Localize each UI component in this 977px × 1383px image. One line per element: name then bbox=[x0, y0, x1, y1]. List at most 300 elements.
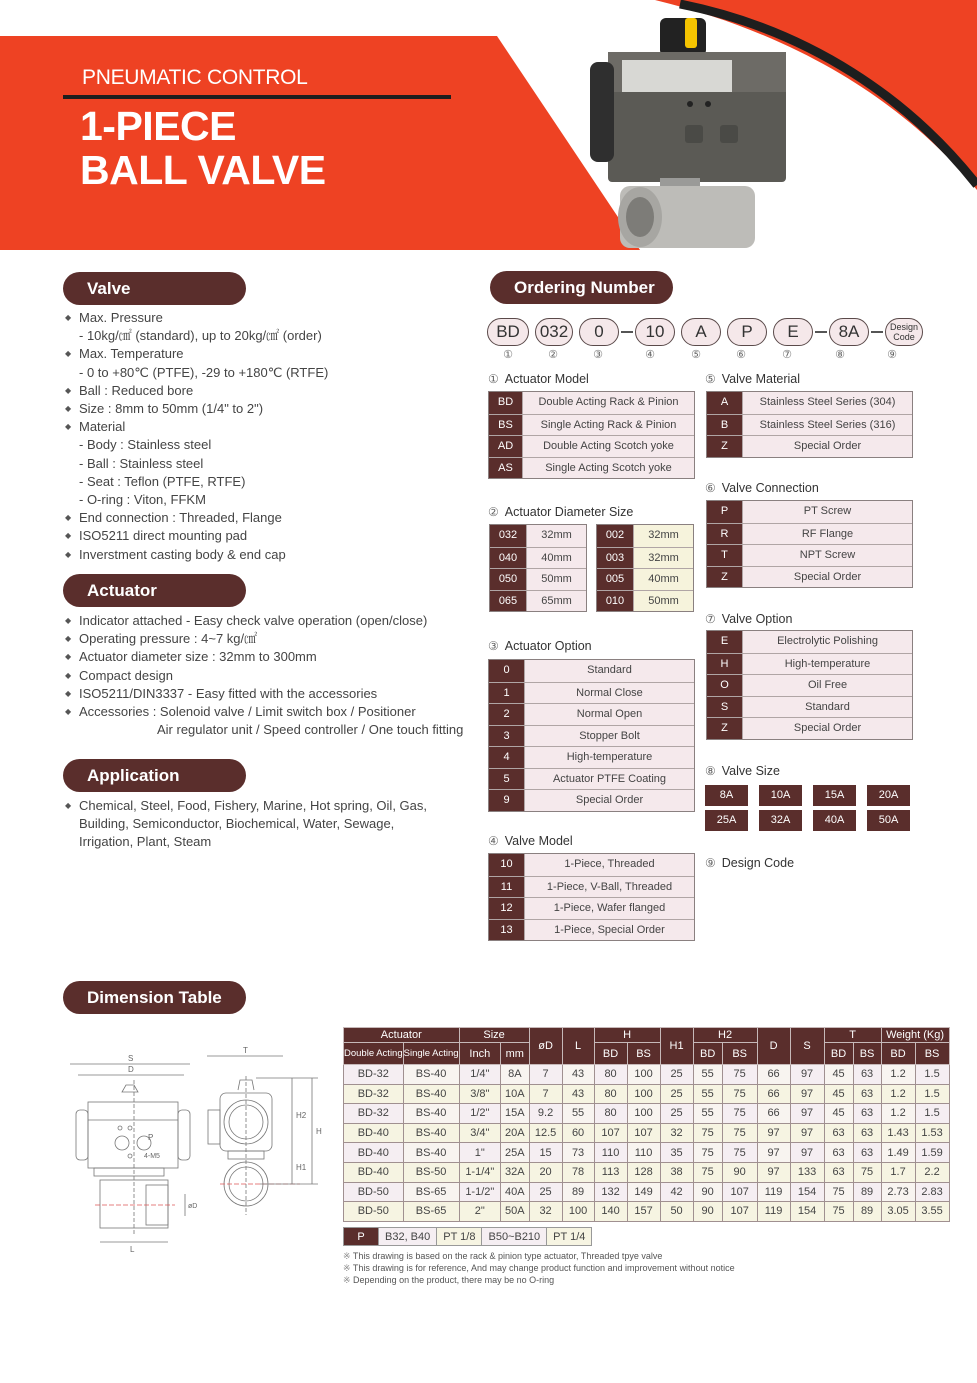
th-od: øD bbox=[529, 1028, 562, 1065]
table-cell: 3.55 bbox=[915, 1202, 949, 1222]
th-actuator: Actuator bbox=[344, 1028, 460, 1043]
code-value: Normal Open bbox=[525, 704, 694, 725]
section-valve-heading: Valve bbox=[63, 272, 246, 305]
table-cell: 63 bbox=[853, 1104, 881, 1124]
table-cell: 3/4" bbox=[459, 1123, 501, 1143]
bullet-item: ◆ Ball : Reduced bore bbox=[63, 382, 328, 400]
table-cell: 80 bbox=[594, 1104, 627, 1124]
order-code-valve-material: A bbox=[681, 318, 721, 346]
section-application-heading: Application bbox=[63, 759, 246, 792]
table-cell: 12.5 bbox=[529, 1123, 562, 1143]
table-cell: 75 bbox=[824, 1182, 853, 1202]
code-value: Double Acting Rack & Pinion bbox=[523, 392, 694, 414]
table-cell: 97 bbox=[790, 1065, 824, 1085]
valve-material-table bbox=[706, 391, 913, 458]
table-cell: 97 bbox=[790, 1104, 824, 1124]
table-cell: 20 bbox=[529, 1162, 562, 1182]
table-cell: BS-40 bbox=[403, 1123, 459, 1143]
table-cell: BS-65 bbox=[403, 1202, 459, 1222]
bullet-item: ◆ ISO5211 direct mounting pad bbox=[63, 527, 328, 545]
table-cell: 97 bbox=[790, 1143, 824, 1163]
table-cell: 1.59 bbox=[915, 1143, 949, 1163]
th-t: T bbox=[824, 1028, 881, 1043]
valve-spec-list bbox=[63, 309, 328, 564]
port-size-large: PT 1/4 bbox=[547, 1228, 592, 1246]
valve-model-table bbox=[488, 853, 695, 941]
order-dash bbox=[871, 331, 883, 333]
table-cell: 63 bbox=[824, 1162, 853, 1182]
table-cell: 1.2 bbox=[881, 1104, 915, 1124]
table-cell: 1.5 bbox=[915, 1104, 949, 1124]
table-cell: 97 bbox=[790, 1123, 824, 1143]
th-double-acting: Double Acting bbox=[344, 1043, 404, 1065]
code-row bbox=[707, 717, 912, 739]
table-cell: 73 bbox=[562, 1143, 594, 1163]
valve-size-chip: 32A bbox=[759, 810, 802, 831]
table-cell: 100 bbox=[562, 1202, 594, 1222]
code-row bbox=[707, 435, 912, 457]
code-value: 1-Piece, Threaded bbox=[525, 854, 694, 876]
label-h2: H2 bbox=[296, 1111, 307, 1120]
order-index-3: ③ bbox=[593, 349, 603, 361]
valve-size-heading: ⑧ Valve Size bbox=[705, 764, 780, 778]
code-row bbox=[489, 660, 694, 682]
label-p: P bbox=[148, 1133, 154, 1142]
section-ordering-heading: Ordering Number bbox=[490, 271, 673, 304]
table-cell: 1" bbox=[459, 1143, 501, 1163]
table-cell: 15A bbox=[501, 1104, 530, 1124]
code-key: 11 bbox=[489, 877, 525, 898]
table-row bbox=[344, 1162, 950, 1182]
code-key: AD bbox=[489, 436, 523, 457]
code-key: O bbox=[707, 675, 743, 696]
valve-size-chip: 50A bbox=[867, 810, 910, 831]
label-m5: 4-M5 bbox=[144, 1153, 160, 1160]
code-row bbox=[489, 746, 694, 768]
table-cell: 1.5 bbox=[915, 1084, 949, 1104]
code-value: High-temperature bbox=[743, 654, 912, 675]
th-t-bs: BS bbox=[853, 1043, 881, 1065]
code-row bbox=[597, 547, 693, 569]
table-cell: 78 bbox=[562, 1162, 594, 1182]
actuator-model-heading: ① Actuator Model bbox=[488, 372, 589, 386]
code-row bbox=[707, 566, 912, 588]
code-key: 0 bbox=[489, 660, 525, 682]
table-cell: BS-50 bbox=[403, 1162, 459, 1182]
table-cell: 89 bbox=[853, 1202, 881, 1222]
table-cell: 90 bbox=[693, 1202, 722, 1222]
table-cell: 25 bbox=[660, 1084, 693, 1104]
code-key: A bbox=[707, 392, 743, 414]
table-cell: BD-40 bbox=[344, 1123, 404, 1143]
note-item: ※ Depending on the product, there may be no O-ring bbox=[343, 1274, 735, 1286]
table-cell: 1-1/2" bbox=[459, 1182, 501, 1202]
valve-size-chip: 8A bbox=[705, 785, 748, 806]
table-cell: 107 bbox=[627, 1123, 660, 1143]
th-weight: Weight (Kg) bbox=[881, 1028, 949, 1043]
th-s: S bbox=[790, 1028, 824, 1065]
table-cell: 8A bbox=[501, 1065, 530, 1085]
table-row bbox=[344, 1084, 950, 1104]
order-code-actuator-diameter: 032 bbox=[535, 318, 573, 346]
table-cell: 97 bbox=[757, 1123, 790, 1143]
table-cell: 1.5 bbox=[915, 1065, 949, 1085]
code-row bbox=[597, 568, 693, 590]
code-row bbox=[489, 435, 694, 457]
table-cell: 75 bbox=[722, 1104, 757, 1124]
code-value: 50mm bbox=[634, 591, 693, 612]
code-value: Standard bbox=[743, 697, 912, 718]
table-cell: 1-1/4" bbox=[459, 1162, 501, 1182]
code-value: Stainless Steel Series (316) bbox=[743, 415, 912, 436]
code-key: Z bbox=[707, 567, 743, 588]
code-value: 65mm bbox=[527, 591, 586, 612]
code-row bbox=[489, 876, 694, 898]
order-index-4: ④ bbox=[645, 349, 655, 361]
code-key: 5 bbox=[489, 769, 525, 790]
code-value: Oil Free bbox=[743, 675, 912, 696]
bullet-item: ◆ Material bbox=[63, 418, 328, 436]
th-size: Size bbox=[459, 1028, 529, 1043]
code-row bbox=[489, 682, 694, 704]
code-key: 9 bbox=[489, 790, 525, 811]
table-cell: 60 bbox=[562, 1123, 594, 1143]
table-cell: 40A bbox=[501, 1182, 530, 1202]
bullet-sub-item: Air regulator unit / Speed controller / One touch fitting bbox=[157, 722, 464, 738]
code-value: 50mm bbox=[527, 569, 586, 590]
note-item: ※ This drawing is based on the rack & pinion type actuator, Threaded tpye valve bbox=[343, 1250, 735, 1262]
label-l: L bbox=[130, 1245, 135, 1254]
bullet-sub-item: - 10kg/㎠ (standard), up to 20kg/㎠ (order) bbox=[79, 328, 322, 344]
table-cell: 100 bbox=[627, 1084, 660, 1104]
table-cell: 45 bbox=[824, 1104, 853, 1124]
code-row bbox=[489, 414, 694, 436]
table-cell: 32 bbox=[529, 1202, 562, 1222]
note-item: ※ This drawing is for reference, And may change product function and improvement without notice bbox=[343, 1262, 735, 1274]
hero-title-line2: BALL VALVE bbox=[80, 147, 326, 193]
code-row bbox=[707, 523, 912, 545]
hero-subtitle: PNEUMATIC CONTROL bbox=[82, 66, 308, 89]
table-cell: BS-65 bbox=[403, 1182, 459, 1202]
code-row bbox=[490, 525, 586, 547]
bullet-item: ◆ Accessories : Solenoid valve / Limit switch box / Positioner bbox=[63, 703, 463, 721]
table-cell: 32 bbox=[660, 1123, 693, 1143]
bullet-item: ◆ Indicator attached - Easy check valve operation (open/close) bbox=[63, 612, 463, 630]
table-cell: 100 bbox=[627, 1104, 660, 1124]
bullet-item: ◆ Operating pressure : 4~7 kg/㎠ bbox=[63, 630, 463, 648]
table-cell: 110 bbox=[627, 1143, 660, 1163]
bullet-sub-item: - Body : Stainless steel bbox=[79, 437, 212, 453]
code-value: Double Acting Scotch yoke bbox=[523, 436, 694, 457]
code-key: BS bbox=[489, 415, 523, 436]
code-row bbox=[597, 590, 693, 612]
bullet-item: ◆ End connection : Threaded, Flange bbox=[63, 509, 328, 527]
table-cell: BD-50 bbox=[344, 1202, 404, 1222]
code-row bbox=[707, 501, 912, 523]
section-dimension-heading: Dimension Table bbox=[63, 981, 246, 1014]
port-size-table bbox=[343, 1227, 592, 1246]
table-cell: 133 bbox=[790, 1162, 824, 1182]
valve-size-chip: 10A bbox=[759, 785, 802, 806]
table-cell: 1.2 bbox=[881, 1065, 915, 1085]
table-cell: 75 bbox=[722, 1065, 757, 1085]
valve-size-chip: 40A bbox=[813, 810, 856, 831]
code-value: Electrolytic Polishing bbox=[743, 631, 912, 653]
code-value: 1-Piece, Wafer flanged bbox=[525, 898, 694, 919]
bullet-sub-item: Irrigation, Plant, Steam bbox=[79, 834, 212, 850]
table-cell: 157 bbox=[627, 1202, 660, 1222]
actuator-option-table bbox=[488, 659, 695, 812]
table-cell: 1.53 bbox=[915, 1123, 949, 1143]
actuator-diameter-heading: ② Actuator Diameter Size bbox=[488, 505, 634, 519]
table-cell: BS-40 bbox=[403, 1143, 459, 1163]
label-h1: H1 bbox=[296, 1163, 307, 1172]
table-cell: 63 bbox=[853, 1143, 881, 1163]
th-h-bd: BD bbox=[594, 1043, 627, 1065]
table-cell: 63 bbox=[824, 1123, 853, 1143]
code-key: R bbox=[707, 524, 743, 545]
code-key: S bbox=[707, 697, 743, 718]
table-cell: 9.2 bbox=[529, 1104, 562, 1124]
code-key: Z bbox=[707, 436, 743, 457]
table-cell: 45 bbox=[824, 1065, 853, 1085]
code-value: 32mm bbox=[634, 525, 693, 547]
bullet-item: ◆ ISO5211/DIN3337 - Easy fitted with the accessories bbox=[63, 685, 463, 703]
th-l: L bbox=[562, 1028, 594, 1065]
table-cell: 97 bbox=[757, 1162, 790, 1182]
order-index-6: ⑥ bbox=[736, 349, 746, 361]
table-cell: 128 bbox=[627, 1162, 660, 1182]
table-cell: 1.7 bbox=[881, 1162, 915, 1182]
table-cell: 25A bbox=[501, 1143, 530, 1163]
code-row bbox=[489, 703, 694, 725]
table-cell: 63 bbox=[853, 1084, 881, 1104]
order-index-7: ⑦ bbox=[782, 349, 792, 361]
code-key: 040 bbox=[490, 548, 527, 569]
bullet-sub-item: Building, Semiconductor, Biochemical, Water, Sewage, bbox=[79, 816, 395, 832]
code-key: 3 bbox=[489, 726, 525, 747]
code-value: Single Acting Rack & Pinion bbox=[523, 415, 694, 436]
table-cell: 45 bbox=[824, 1084, 853, 1104]
code-value: Normal Close bbox=[525, 683, 694, 704]
table-cell: 75 bbox=[722, 1084, 757, 1104]
code-row bbox=[489, 789, 694, 811]
code-row bbox=[707, 696, 912, 718]
table-cell: BD-32 bbox=[344, 1104, 404, 1124]
table-cell: 20A bbox=[501, 1123, 530, 1143]
code-row bbox=[597, 525, 693, 547]
hero-title-line1: 1-PIECE bbox=[80, 103, 236, 149]
actuator-diameter-table-left bbox=[489, 524, 587, 612]
code-row bbox=[489, 897, 694, 919]
valve-connection-table bbox=[706, 500, 913, 588]
code-value: Special Order bbox=[743, 567, 912, 588]
valve-option-table bbox=[706, 630, 913, 740]
table-cell: 80 bbox=[594, 1084, 627, 1104]
table-cell: 100 bbox=[627, 1065, 660, 1085]
bullet-sub-item: - Seat : Teflon (PTFE, RTFE) bbox=[79, 473, 246, 489]
order-dash bbox=[621, 331, 633, 333]
table-cell: 63 bbox=[824, 1143, 853, 1163]
bullet-sub-item: - Ball : Stainless steel bbox=[79, 455, 204, 471]
code-value: 1-Piece, Special Order bbox=[525, 920, 694, 941]
table-cell: 66 bbox=[757, 1104, 790, 1124]
bullet-item: ◆ Compact design bbox=[63, 667, 463, 685]
table-cell: 63 bbox=[853, 1065, 881, 1085]
order-index-2: ② bbox=[548, 349, 558, 361]
table-cell: 75 bbox=[693, 1123, 722, 1143]
bullet-item: ◆ Inverstment casting body & end cap bbox=[63, 546, 328, 564]
table-cell: 140 bbox=[594, 1202, 627, 1222]
table-cell: 154 bbox=[790, 1182, 824, 1202]
table-cell: 89 bbox=[562, 1182, 594, 1202]
label-t: T bbox=[243, 1046, 248, 1055]
ordering-code-row bbox=[487, 318, 923, 346]
table-cell: 107 bbox=[594, 1123, 627, 1143]
table-cell: 119 bbox=[757, 1182, 790, 1202]
order-code-valve-connection: P bbox=[727, 318, 767, 346]
table-cell: 55 bbox=[693, 1104, 722, 1124]
valve-option-heading: ⑦ Valve Option bbox=[705, 612, 793, 626]
table-cell: 55 bbox=[693, 1065, 722, 1085]
code-row bbox=[489, 392, 694, 414]
code-key: H bbox=[707, 654, 743, 675]
table-cell: 107 bbox=[722, 1182, 757, 1202]
order-code-valve-model: 10 bbox=[635, 318, 675, 346]
table-cell: 119 bbox=[757, 1202, 790, 1222]
code-value: 40mm bbox=[634, 569, 693, 590]
table-cell: 97 bbox=[757, 1143, 790, 1163]
th-inch: Inch bbox=[459, 1043, 501, 1065]
order-index-1: ① bbox=[503, 349, 513, 361]
table-cell: BS-40 bbox=[403, 1065, 459, 1085]
code-key: E bbox=[707, 631, 743, 653]
code-key: 12 bbox=[489, 898, 525, 919]
bullet-item: ◆ Max. Pressure bbox=[63, 309, 328, 327]
th-weight-bd: BD bbox=[881, 1043, 915, 1065]
port-model-small: B32, B40 bbox=[379, 1228, 437, 1246]
table-cell: 25 bbox=[660, 1065, 693, 1085]
code-key: 10 bbox=[489, 854, 525, 876]
dimension-notes bbox=[343, 1250, 735, 1286]
code-key: P bbox=[707, 501, 743, 523]
code-key: BD bbox=[489, 392, 523, 414]
bullet-item: ◆ Max. Temperature bbox=[63, 345, 328, 363]
code-value: PT Screw bbox=[743, 501, 912, 523]
table-cell: 38 bbox=[660, 1162, 693, 1182]
bullet-item: ◆ Chemical, Steel, Food, Fishery, Marine, Hot spring, Oil, Gas, bbox=[63, 797, 427, 815]
table-cell: 154 bbox=[790, 1202, 824, 1222]
table-cell: 50A bbox=[501, 1202, 530, 1222]
bullet-item: ◆ Actuator diameter size : 32mm to 300mm bbox=[63, 648, 463, 666]
port-label: P bbox=[344, 1228, 379, 1246]
order-index-9: ⑨ bbox=[887, 349, 897, 361]
actuator-body-front bbox=[88, 1102, 178, 1168]
table-row bbox=[344, 1065, 950, 1085]
table-cell: 15 bbox=[529, 1143, 562, 1163]
bullet-sub-item: - 0 to +80℃ (PTFE), -29 to +180℃ (RTFE) bbox=[79, 364, 329, 380]
table-cell: 10A bbox=[501, 1084, 530, 1104]
table-cell: 149 bbox=[627, 1182, 660, 1202]
code-row bbox=[707, 674, 912, 696]
order-code-valve-size: 8A bbox=[829, 318, 869, 346]
code-key: 003 bbox=[597, 548, 634, 569]
table-cell: BD-32 bbox=[344, 1084, 404, 1104]
table-cell: 43 bbox=[562, 1084, 594, 1104]
valve-connection-heading: ⑥ Valve Connection bbox=[705, 481, 819, 495]
table-cell: 75 bbox=[824, 1202, 853, 1222]
code-key: AS bbox=[489, 458, 523, 479]
code-value: Actuator PTFE Coating bbox=[525, 769, 694, 790]
order-code-actuator-model: BD bbox=[487, 318, 529, 346]
code-key: 032 bbox=[490, 525, 527, 547]
code-key: 13 bbox=[489, 920, 525, 941]
th-d: D bbox=[757, 1028, 790, 1065]
th-h2-bd: BD bbox=[693, 1043, 722, 1065]
table-cell: 50 bbox=[660, 1202, 693, 1222]
section-actuator-heading: Actuator bbox=[63, 574, 246, 607]
th-h-bs: BS bbox=[627, 1043, 660, 1065]
code-key: 2 bbox=[489, 704, 525, 725]
table-cell: 113 bbox=[594, 1162, 627, 1182]
table-cell: 25 bbox=[529, 1182, 562, 1202]
code-row bbox=[490, 547, 586, 569]
valve-size-chip: 20A bbox=[867, 785, 910, 806]
order-index-8: ⑧ bbox=[835, 349, 845, 361]
product-image bbox=[590, 18, 786, 248]
th-h2-bs: BS bbox=[722, 1043, 757, 1065]
table-cell: 89 bbox=[853, 1182, 881, 1202]
code-key: 002 bbox=[597, 525, 634, 547]
table-cell: 2.2 bbox=[915, 1162, 949, 1182]
table-row bbox=[344, 1182, 950, 1202]
table-cell: 25 bbox=[660, 1104, 693, 1124]
code-key: 050 bbox=[490, 569, 527, 590]
code-key: Z bbox=[707, 718, 743, 739]
code-row bbox=[489, 725, 694, 747]
valve-size-chip: 25A bbox=[705, 810, 748, 831]
valve-model-heading: ④ Valve Model bbox=[488, 834, 573, 848]
table-cell: 1.43 bbox=[881, 1123, 915, 1143]
hero-banner bbox=[0, 0, 977, 260]
code-value: High-temperature bbox=[525, 747, 694, 768]
table-row bbox=[344, 1202, 950, 1222]
table-cell: 75 bbox=[853, 1162, 881, 1182]
table-row bbox=[344, 1123, 950, 1143]
label-s: S bbox=[128, 1054, 134, 1063]
code-row bbox=[489, 457, 694, 479]
dimension-drawing bbox=[60, 1040, 335, 1255]
table-cell: 75 bbox=[693, 1162, 722, 1182]
design-code-heading: ⑨ Design Code bbox=[705, 856, 795, 870]
table-cell: 66 bbox=[757, 1084, 790, 1104]
th-mm: mm bbox=[501, 1043, 530, 1065]
actuator-diameter-table-right bbox=[596, 524, 694, 612]
table-cell: 132 bbox=[594, 1182, 627, 1202]
table-cell: 63 bbox=[853, 1123, 881, 1143]
code-value: Special Order bbox=[743, 436, 912, 457]
hero-divider bbox=[63, 95, 451, 99]
th-weight-bs: BS bbox=[915, 1043, 949, 1065]
bullet-item: ◆ Size : 8mm to 50mm (1/4" to 2") bbox=[63, 400, 328, 418]
table-cell: BD-40 bbox=[344, 1162, 404, 1182]
code-value: Special Order bbox=[743, 718, 912, 739]
table-cell: 43 bbox=[562, 1065, 594, 1085]
label-h: H bbox=[316, 1127, 322, 1136]
code-value: Stopper Bolt bbox=[525, 726, 694, 747]
order-dash bbox=[815, 331, 827, 333]
actuator-spec-list bbox=[63, 612, 463, 739]
